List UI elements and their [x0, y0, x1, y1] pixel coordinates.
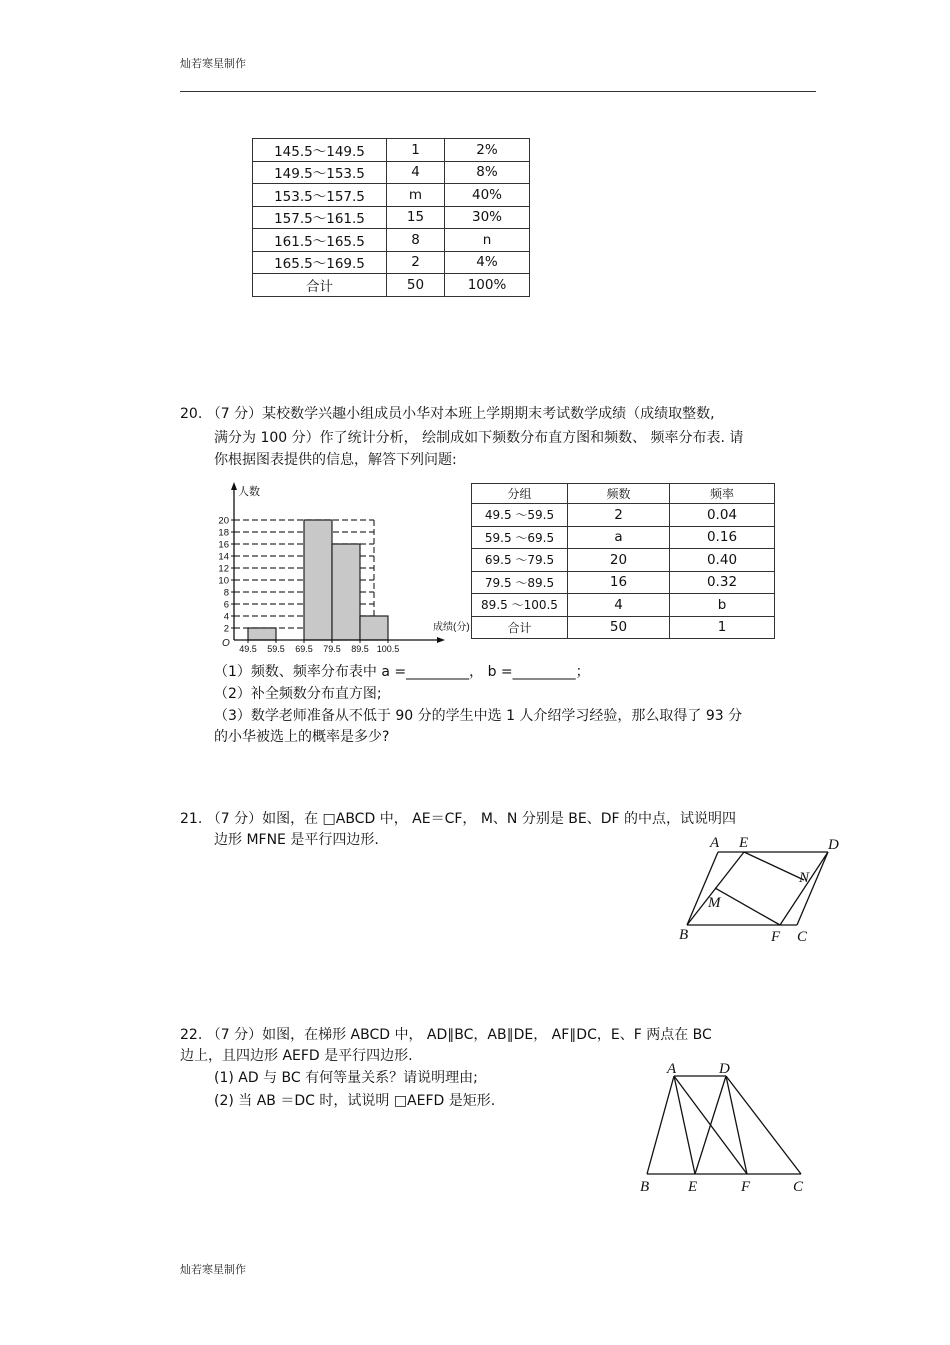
table-row: 合计 50 1 — [472, 616, 775, 639]
q20-line3: 你根据图表提供的信息，解答下列问题: — [214, 452, 457, 468]
point-label-a: A — [710, 835, 720, 851]
point-label-d: D — [828, 837, 839, 853]
x-tick-label: 49.5 — [239, 644, 257, 654]
y-tick-label: 6 — [223, 599, 229, 611]
q20-sub3b: 的小华被选上的概率是多少? — [214, 729, 390, 745]
histogram-bar — [360, 616, 388, 640]
table-row: 69.5 ～79.5 20 0.40 — [472, 549, 775, 572]
q22-line1: 22. （7 分）如图，在梯形 ABCD 中， AD∥BC，AB∥DE， AF∥DC，E、F 两点在 BC — [180, 1027, 712, 1043]
origin-label: O — [222, 638, 230, 649]
q21-line2: 边形 MFNE 是平行四边形. — [214, 832, 379, 848]
height-frequency-table — [252, 138, 530, 297]
table-row: 157.5～161.5 15 30% — [253, 206, 530, 229]
q20-sub2: （2）补全频数分布直方图; — [214, 686, 382, 702]
table-row: 165.5～169.5 2 4% — [253, 251, 530, 274]
x-tick-label: 79.5 — [323, 644, 341, 654]
table-row: 49.5 ～59.5 2 0.04 — [472, 504, 775, 527]
table-row: 89.5 ～100.5 4 b — [472, 594, 775, 617]
point-label-f: F — [741, 1179, 751, 1195]
y-tick-label: 20 — [218, 515, 229, 527]
q22-sub1: (1) AD 与 BC 有何等量关系？请说明理由; — [214, 1070, 478, 1086]
x-tick-label: 59.5 — [267, 644, 285, 654]
point-label-c: C — [797, 929, 808, 945]
y-tick-label: 18 — [218, 527, 229, 539]
y-axis-arrow — [231, 482, 237, 490]
x-tick-label: 69.5 — [295, 644, 313, 654]
table-row: 149.5～153.5 4 8% — [253, 161, 530, 184]
q20-sub3: （3）数学老师准备从不低于 90 分的学生中选 1 人介绍学习经验，那么取得了 93 分 — [214, 708, 743, 724]
y-tick-label: 10 — [218, 575, 229, 587]
trapezoid-figure — [630, 1053, 815, 1198]
histogram-chart — [212, 480, 477, 658]
y-tick-label: 8 — [223, 587, 229, 599]
table-row: 79.5 ～89.5 16 0.32 — [472, 571, 775, 594]
table-row: 合计 50 100% — [253, 274, 530, 297]
x-tick-label: 100.5 — [376, 644, 400, 654]
q20-sub1: （1）频数、频率分布表中 a =_________， b =_________； — [214, 664, 590, 680]
x-axis-arrow — [437, 637, 445, 643]
x-axis-label: 成绩(分) — [433, 622, 470, 633]
score-frequency-table — [471, 483, 775, 639]
point-label-b: B — [679, 927, 689, 943]
table-row: 59.5 ～69.5 a 0.16 — [472, 526, 775, 549]
point-label-c: C — [793, 1179, 804, 1195]
histogram-bar — [248, 628, 276, 640]
point-label-f: F — [771, 929, 781, 945]
page-footer: 灿若寒星制作 — [180, 1263, 246, 1276]
point-label-e: E — [688, 1179, 698, 1195]
table-row: 145.5～149.5 1 2% — [253, 139, 530, 162]
point-label-d: D — [719, 1061, 730, 1077]
point-label-e: E — [739, 835, 749, 851]
point-label-m: M — [708, 895, 721, 911]
y-tick-label: 16 — [218, 539, 229, 551]
point-label-n: N — [799, 870, 810, 886]
q20-line1: 20. （7 分）某校数学兴趣小组成员小华对本班上学期期末考试数学成绩（成绩取整数, — [180, 406, 715, 422]
table-row: 153.5～157.5 m 40% — [253, 184, 530, 207]
table-header-row: 分组 频数 频率 — [472, 484, 775, 504]
histogram-bar — [332, 544, 360, 640]
y-tick-label: 2 — [223, 623, 229, 635]
y-tick-label: 4 — [223, 611, 229, 623]
parallelogram-figure — [670, 830, 850, 948]
header-rule — [180, 91, 816, 92]
table-row: 161.5～165.5 8 n — [253, 229, 530, 252]
y-tick-label: 12 — [218, 563, 229, 575]
q21-line1: 21. （7 分）如图，在 □ABCD 中， AE＝CF， M、N 分别是 BE、DF 的中点，试说明四 — [180, 811, 737, 827]
point-label-b: B — [640, 1179, 650, 1195]
point-label-a: A — [667, 1061, 677, 1077]
histogram-bar — [304, 520, 332, 640]
y-axis-label: 人数 — [238, 486, 260, 498]
q22-line2: 边上，且四边形 AEFD 是平行四边形. — [180, 1048, 413, 1064]
y-tick-label: 14 — [218, 551, 229, 563]
page-header: 灿若寒星制作 — [180, 57, 246, 70]
q20-line2: 满分为 100 分）作了统计分析， 绘制成如下频数分布直方图和频数、 频率分布表. 请 — [214, 430, 744, 446]
q22-sub2: (2) 当 AB ＝DC 时，试说明 □AEFD 是矩形. — [214, 1093, 496, 1109]
x-tick-label: 89.5 — [351, 644, 369, 654]
